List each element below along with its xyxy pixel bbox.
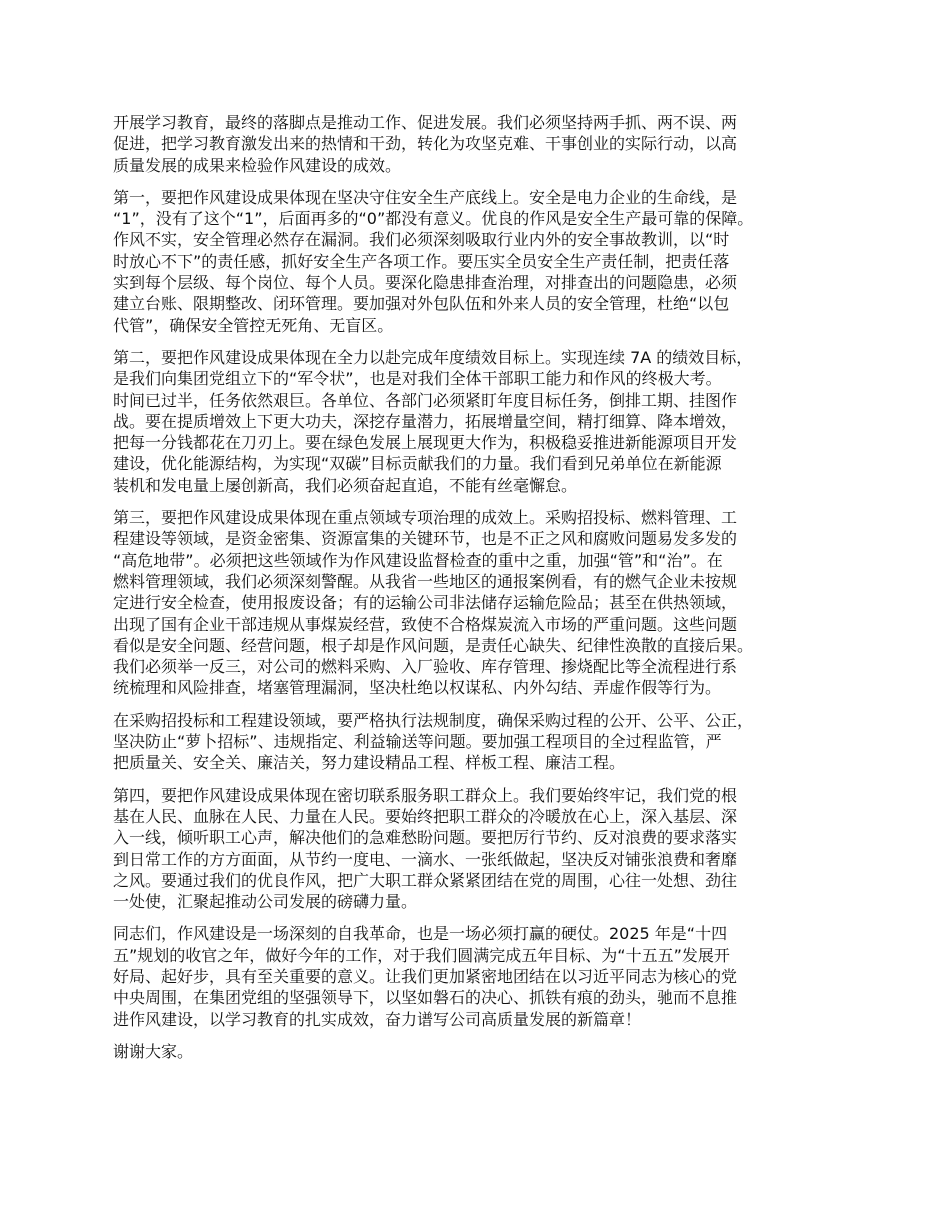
text-line: “高危地带”。必须把这些领域作为作风建设监督检查的重中之重，加强“管”和“治”。在 (113, 550, 723, 570)
text-line: 第一，要把作风建设成果体现在坚决守住安全生产底线上。安全是电力企业的生命线，是 (113, 187, 738, 207)
text-line: 坚决防止“萝卜招标”、违规指定、利益输送等问题。要加强工程项目的全过程监管，严 (113, 732, 722, 752)
document-body (113, 112, 855, 1073)
text-line: 把每一分钱都花在刀刃上。要在绿色发展上展现更大作为，积极稳妥推进新能源项目开发 (113, 433, 738, 453)
text-line: 作风不实，安全管理必然存在漏洞。我们必须深刻吸取行业内外的安全事故教训，以“时 (113, 230, 730, 250)
paragraph-point-two (113, 347, 855, 496)
paragraph-point-four (113, 785, 855, 913)
text-line: 建设，优化能源结构，为实现“双碳”目标贡献我们的力量。我们看到兄弟单位在新能源 (113, 454, 722, 474)
text-line: 统梳理和风险排查，堵塞管理漏洞，坚决杜绝以权谋私、内外勾结、弄虚作假等行为。 (113, 678, 722, 698)
text-line: 看似是安全问题、经营问题，根子却是作风问题，是责任心缺失、纪律性涣散的直接后果。 (113, 635, 754, 655)
text-line: 开展学习教育，最终的落脚点是推动工作、促进发展。我们必须坚持两手抓、两不误、两 (113, 113, 738, 132)
paragraph-procurement (113, 710, 855, 774)
paragraph-thanks (113, 1041, 855, 1062)
text-line: 把质量关、安全关、廉洁关，努力建设精品工程、样板工程、廉洁工程。 (113, 753, 626, 773)
paragraph-intro (113, 112, 855, 176)
text-line: 好局、起好步，具有至关重要的意义。让我们更加紧密地团结在以习近平同志为核心的党 (113, 966, 738, 986)
text-line: 第二，要把作风建设成果体现在全力以赴完成年度绩效目标上。实现连续 7A 的绩效目标， (113, 347, 753, 367)
text-line: 谢谢大家。 (113, 1041, 194, 1061)
text-line: 建立台账、限期整改、闭环管理。要加强对外包队伍和外来人员的安全管理，杜绝“以包 (113, 294, 730, 314)
text-line: 基在人民、血脉在人民、力量在人民。要始终把职工群众的冷暖放在心上，深入基层、深 (113, 806, 738, 826)
text-line: 促进，把学习教育激发出来的热情和干劲，转化为攻坚克难、干事创业的实际行动，以高 (113, 134, 738, 154)
text-line: 燃料管理领域，我们必须深刻警醒。从我省一些地区的通报案例看，有的燃气企业未按规 (113, 571, 738, 591)
text-line: “1”，没有了这个“1”，后面再多的“0”都没有意义。优良的作风是安全生产最可靠的保障。 (113, 209, 754, 229)
text-line: 第三，要把作风建设成果体现在重点领域专项治理的成效上。采购招投标、燃料管理、工 (113, 508, 738, 528)
text-line: 在采购招投标和工程建设领域，要严格执行法规制度，确保采购过程的公开、公平、公正， (113, 710, 754, 730)
text-line: 定进行安全检查，使用报废设备；有的运输公司非法储存运输危险品；甚至在供热领域， (113, 593, 738, 613)
text-line: 到日常工作的方方面面，从节约一度电、一滴水、一张纸做起，坚决反对铺张浪费和奢靡 (113, 849, 738, 869)
text-line: 实到每个层级、每个岗位、每个人员。要深化隐患排查治理，对排查出的问题隐患，必须 (113, 273, 738, 293)
text-line: 同志们，作风建设是一场深刻的自我革命，也是一场必须打赢的硬仗。2025 年是“十四 (113, 924, 728, 944)
text-line: 中央周围，在集团党组的坚强领导下，以坚如磐石的决心、抓铁有痕的劲头，驰而不息推 (113, 988, 738, 1008)
paragraph-point-three (113, 507, 855, 699)
text-line: 第四，要把作风建设成果体现在密切联系服务职工群众上。我们要始终牢记，我们党的根 (113, 785, 738, 805)
text-line: 之风。要通过我们的优良作风，把广大职工群众紧紧团结在党的周围，心往一处想、劲往 (113, 870, 738, 890)
text-line: 程建设等领域，是资金密集、资源富集的关键环节，也是不正之风和腐败问题易发多发的 (113, 529, 738, 549)
text-line: 入一线，倾听职工心声，解决他们的急难愁盼问题。要把厉行节约、反对浪费的要求落实 (113, 828, 738, 848)
text-line: 五”规划的收官之年，做好今年的工作，对于我们圆满完成五年目标、为“十五五”发展开 (113, 945, 730, 965)
text-line: 我们必须举一反三，对公司的燃料采购、入厂验收、库存管理、掺烧配比等全流程进行系 (113, 657, 738, 677)
text-line: 时放心不下”的责任感，抓好安全生产各项工作。要压实全员安全生产责任制，把责任落 (113, 251, 730, 271)
text-line: 是我们向集团党组立下的“军令状”，也是对我们全体干部职工能力和作风的终极大考。 (113, 369, 722, 389)
paragraph-conclusion (113, 923, 855, 1029)
text-line: 质量发展的成果来检验作风建设的成效。 (113, 155, 402, 175)
paragraph-point-one (113, 187, 855, 336)
text-line: 时间已过半，任务依然艰巨。各单位、各部门必须紧盯年度目标任务，倒排工期、挂图作 (113, 390, 738, 410)
text-line: 出现了国有企业干部违规从事煤炭经营，致使不合格煤炭流入市场的严重问题。这些问题 (113, 614, 738, 634)
text-line: 代管”，确保安全管控无死角、无盲区。 (113, 315, 394, 335)
text-line: 一处使，汇聚起推动公司发展的磅礴力量。 (113, 892, 418, 912)
text-line: 装机和发电量上屡创新高，我们必须奋起直追，不能有丝毫懈怠。 (113, 475, 578, 495)
text-line: 战。要在提质增效上下更大功夫，深挖存量潜力，拓展增量空间，精打细算、降本增效， (113, 411, 738, 431)
text-line: 进作风建设，以学习教育的扎实成效，奋力谱写公司高质量发展的新篇章！ (113, 1009, 642, 1029)
